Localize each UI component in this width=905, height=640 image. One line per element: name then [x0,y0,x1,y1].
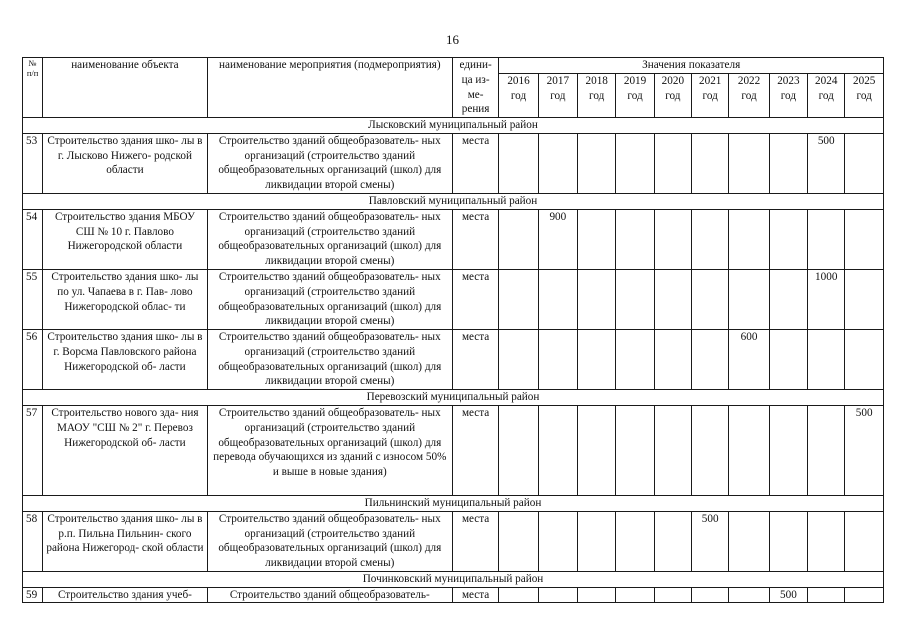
header-year: 2019 год [616,74,654,118]
value-cell [578,209,616,269]
unit-of-measure: места [452,511,498,571]
value-cell [808,587,845,603]
district-row [23,495,884,511]
value-cell [654,209,691,269]
value-cell [654,269,691,329]
value-cell [692,587,729,603]
indicator-table [22,57,884,603]
row-number: 58 [23,511,43,571]
value-cell [654,587,691,603]
unit-of-measure: места [452,133,498,193]
value-cell [692,209,729,269]
row-number: 53 [23,133,43,193]
value-cell [729,587,769,603]
row-number: 55 [23,269,43,329]
object-name: Строительство здания шко- лы в г. Лысково Нижего- родской области [43,133,208,193]
value-cell [578,511,616,571]
value-cell [538,133,577,193]
value-cell [578,587,616,603]
header-values-group: Значения показателя [499,58,884,74]
unit-of-measure: места [452,209,498,269]
value-cell [692,133,729,193]
header-year: 2025 год [845,74,884,118]
value-cell [845,209,884,269]
header-activity: наименование мероприятия (подмероприятия) [207,58,452,118]
activity-name: Строительство зданий общеобразователь- ных организаций (строительство зданий общеобразовательных организаций (школ) для ликвидации второй смены) [207,330,452,390]
header-unit: едини- ца из- ме- рения [452,58,498,118]
value-cell [808,511,845,571]
object-name: Строительство здания шко- лы в р.п. Пильна Пильнин- ского района Нижегород- ской области [43,511,208,571]
value-cell [845,511,884,571]
value-cell [729,405,769,495]
value-cell [499,511,538,571]
header-year: 2018 год [578,74,616,118]
value-cell [538,405,577,495]
table-row [23,133,884,193]
value-cell [808,330,845,390]
value-cell: 500 [692,511,729,571]
value-cell [845,133,884,193]
value-cell [808,405,845,495]
unit-of-measure: места [452,587,498,603]
object-name: Строительство здания учеб- [43,587,208,603]
value-cell [692,330,729,390]
value-cell [845,269,884,329]
header-object: наименование объекта [43,58,208,118]
value-cell [499,209,538,269]
district-row [23,571,884,587]
value-cell [654,133,691,193]
activity-name: Строительство зданий общеобразователь- ных организаций (строительство зданий общеобразовательных организаций (школ) для ликвидации второй смены) [207,269,452,329]
district-name: Перевозский муниципальный район [23,390,884,406]
object-name: Строительство здания шко- лы в г. Ворсма Павловского района Нижегородской об- ласти [43,330,208,390]
district-row [23,390,884,406]
value-cell [616,209,654,269]
value-cell [499,133,538,193]
value-cell: 500 [845,405,884,495]
district-name: Пильнинский муниципальный район [23,495,884,511]
row-number: 56 [23,330,43,390]
page-number: 16 [446,32,459,47]
value-cell [578,405,616,495]
activity-name: Строительство зданий общеобразователь- ных организаций (строительство зданий общеобразовательных организаций (школ) для ликвидации второй смены) [207,511,452,571]
value-cell [654,330,691,390]
value-cell [769,133,807,193]
value-cell: 900 [538,209,577,269]
value-cell [654,511,691,571]
value-cell: 600 [729,330,769,390]
value-cell [769,269,807,329]
district-name: Павловский муниципальный район [23,194,884,210]
object-name: Строительство здания шко- лы по ул. Чапаева в г. Пав- лово Нижегородской облас- ти [43,269,208,329]
header-year: 2021 год [692,74,729,118]
table-row [23,330,884,390]
header-year: 2024 год [808,74,845,118]
value-cell: 500 [808,133,845,193]
district-row [23,118,884,134]
value-cell [578,133,616,193]
value-cell [769,330,807,390]
activity-name: Строительство зданий общеобразователь- ных организаций (строительство зданий общеобразовательных организаций (школ) для ликвидации второй смены) [207,209,452,269]
table-row [23,269,884,329]
value-cell [845,587,884,603]
value-cell [769,209,807,269]
value-cell [499,330,538,390]
value-cell [499,269,538,329]
value-cell [616,330,654,390]
value-cell [616,511,654,571]
row-number: 57 [23,405,43,495]
value-cell [729,133,769,193]
value-cell [692,405,729,495]
table-row [23,209,884,269]
object-name: Строительство здания МБОУ СШ № 10 г. Павлово Нижегородской области [43,209,208,269]
header-year: 2020 год [654,74,691,118]
value-cell [499,405,538,495]
value-cell [845,330,884,390]
district-row [23,194,884,210]
value-cell [616,587,654,603]
value-cell: 1000 [808,269,845,329]
value-cell [538,330,577,390]
activity-name: Строительство зданий общеобразователь- ных организаций (строительство зданий общеобразовательных организаций (школ) для перевода обучающихся из зданий с износом 50% и выше в новые здания) [207,405,452,495]
unit-of-measure: места [452,269,498,329]
value-cell [578,269,616,329]
unit-of-measure: места [452,330,498,390]
district-name: Лысковский муниципальный район [23,118,884,134]
value-cell [616,133,654,193]
object-name: Строительство нового зда- ния МАОУ "СШ № 2" г. Перевоз Нижегородской об- ласти [43,405,208,495]
header-num: № п/п [23,58,43,118]
value-cell [654,405,691,495]
activity-name: Строительство зданий общеобразователь- ных организаций (строительство зданий общеобразовательных организаций (школ) для ликвидации второй смены) [207,133,452,193]
value-cell [538,511,577,571]
header-year: 2017 год [538,74,577,118]
row-number: 54 [23,209,43,269]
header-year: 2022 год [729,74,769,118]
value-cell [769,511,807,571]
row-number: 59 [23,587,43,603]
district-name: Починковский муниципальный район [23,571,884,587]
value-cell [729,209,769,269]
value-cell [499,587,538,603]
value-cell [729,511,769,571]
table-row [23,405,884,495]
unit-of-measure: места [452,405,498,495]
value-cell [616,405,654,495]
value-cell [729,269,769,329]
value-cell [808,209,845,269]
value-cell [692,269,729,329]
header-year: 2023 год [769,74,807,118]
table-row [23,587,884,603]
value-cell [769,405,807,495]
value-cell [616,269,654,329]
value-cell [578,330,616,390]
header-year: 2016 год [499,74,538,118]
table-row [23,511,884,571]
value-cell: 500 [769,587,807,603]
activity-name: Строительство зданий общеобразователь- [207,587,452,603]
value-cell [538,587,577,603]
value-cell [538,269,577,329]
